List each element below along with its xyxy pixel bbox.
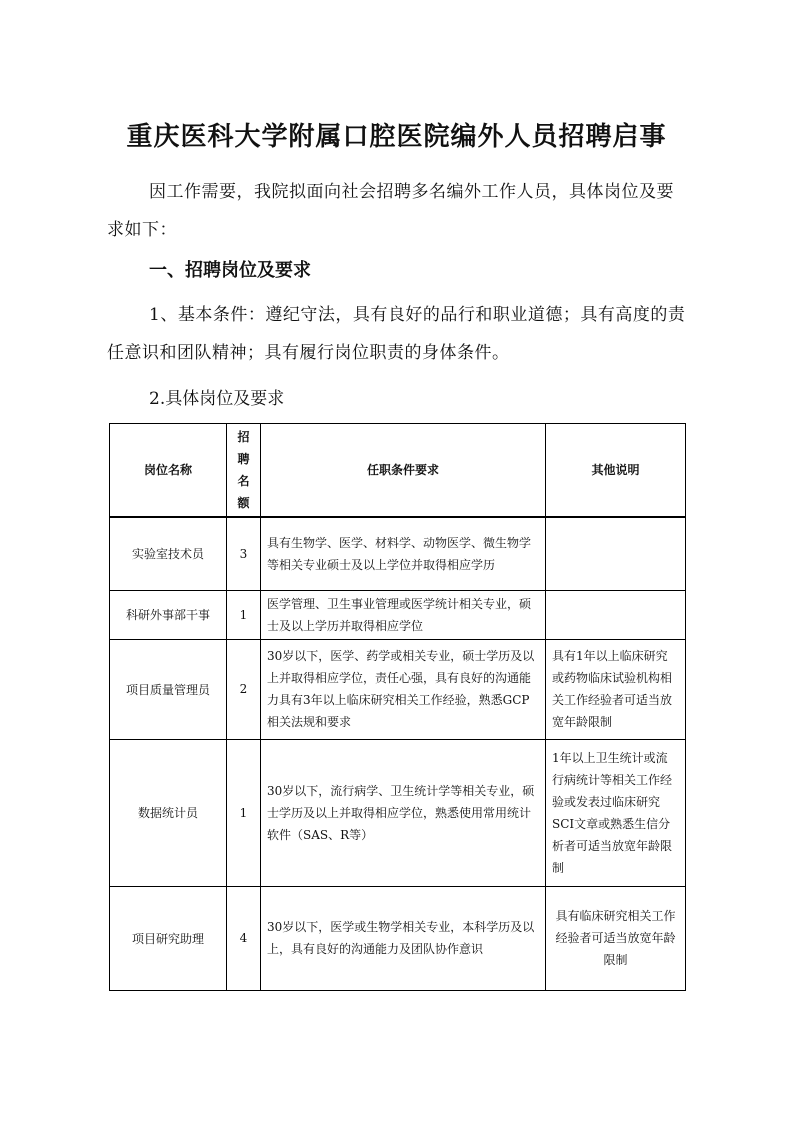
cell-requirements: 30岁以下，医学、药学或相关专业，硕士学历及以上并取得相应学位，责任心强，具有良好的沟通能力具有3年以上临床研究相关工作经验，熟悉GCP相关法规和要求 (261, 639, 546, 739)
cell-requirements: 30岁以下，流行病学、卫生统计学等相关专业，硕士学历及以上并取得相应学位，熟悉使用常用统计软件（SAS、R等） (261, 739, 546, 886)
table-row (110, 517, 686, 590)
cell-notes (546, 590, 686, 639)
header-position: 岗位名称 (110, 424, 227, 518)
section-heading-specific-positions: 2.具体岗位及要求 (149, 389, 285, 409)
table-row (110, 739, 686, 886)
document-title: 重庆医科大学附属口腔医院编外人员招聘启事 (126, 122, 667, 152)
section-heading-positions: 一、招聘岗位及要求 (149, 260, 311, 281)
cell-position: 项目质量管理员 (110, 639, 227, 739)
cell-notes (546, 517, 686, 590)
intro-paragraph: 因工作需要，我院拟面向社会招聘多名编外工作人员，具体岗位及要求如下： (107, 182, 674, 240)
table-row (110, 639, 686, 739)
cell-notes: 具有临床研究相关工作经验者可适当放宽年龄限制 (546, 886, 686, 990)
cell-position: 科研外事部干事 (110, 590, 227, 639)
cell-requirements: 30岁以下，医学或生物学相关专业，本科学历及以上，具有良好的沟通能力及团队协作意识 (261, 886, 546, 990)
header-quota: 招聘名额 (227, 424, 261, 518)
cell-quota: 1 (227, 590, 261, 639)
cell-notes: 1年以上卫生统计或流行病统计等相关工作经验或发表过临床研究SCI文章或熟悉生信分析者可适当放宽年龄限制 (546, 739, 686, 886)
cell-position: 项目研究助理 (110, 886, 227, 990)
cell-requirements: 医学管理、卫生事业管理或医学统计相关专业，硕士及以上学历并取得相应学位 (261, 590, 546, 639)
positions-table (109, 423, 686, 991)
cell-position: 数据统计员 (110, 739, 227, 886)
table-row (110, 590, 686, 639)
cell-quota: 4 (227, 886, 261, 990)
table-header-row (110, 424, 686, 518)
cell-quota: 2 (227, 639, 261, 739)
cell-quota: 3 (227, 517, 261, 590)
header-requirements: 任职条件要求 (261, 424, 546, 518)
cell-position: 实验室技术员 (110, 517, 227, 590)
table-row (110, 886, 686, 990)
header-notes: 其他说明 (546, 424, 686, 518)
basic-conditions-paragraph: 1、基本条件：遵纪守法，具有良好的品行和职业道德；具有高度的责任意识和团队精神；具有履行岗位职责的身体条件。 (107, 305, 686, 363)
cell-requirements: 具有生物学、医学、材料学、动物医学、微生物学等相关专业硕士及以上学位并取得相应学历 (261, 517, 546, 590)
cell-notes: 具有1年以上临床研究或药物临床试验机构相关工作经验者可适当放宽年龄限制 (546, 639, 686, 739)
cell-quota: 1 (227, 739, 261, 886)
